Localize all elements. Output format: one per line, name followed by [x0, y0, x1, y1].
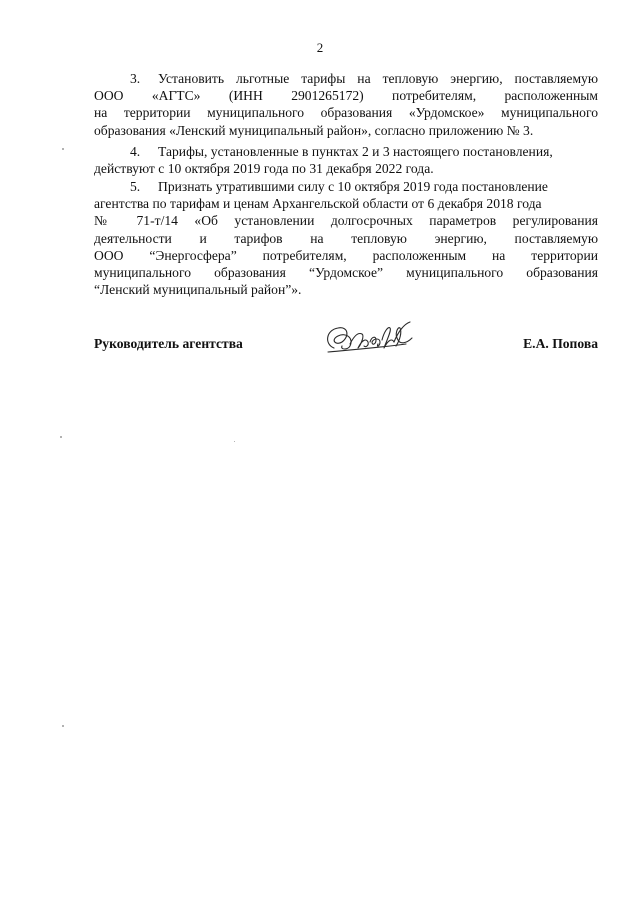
paragraph-4	[94, 143, 598, 177]
signatory-name: Е.А. Попова	[523, 336, 598, 351]
signatory-title: Руководитель агентства	[94, 336, 243, 351]
paragraph-text: Тарифы, установленные в пунктах 2 и 3 настоящего постановления,	[158, 144, 553, 159]
paragraph-line: № 71-т/14 «Об установлении долгосрочных параметров регулирования	[94, 213, 598, 229]
paragraph-line: “Ленский муниципальный район”».	[94, 282, 302, 298]
paragraph-line	[94, 70, 598, 87]
paragraph-line: ООО «АГТС» (ИНН 2901265172) потребителям, расположенным	[94, 88, 598, 104]
paragraph-line	[94, 143, 598, 160]
paragraph-text: Признать утратившими силу с 10 октября 2019 года постановление	[158, 179, 548, 194]
paragraph-number: 4.	[130, 144, 141, 159]
paragraph-number: 5.	[130, 179, 141, 194]
scan-speck	[60, 436, 62, 438]
paragraph-line: муниципального образования “Урдомское” муниципального образования	[94, 264, 598, 280]
scan-speck	[62, 725, 64, 727]
handwritten-signature	[320, 318, 420, 362]
scan-speck	[234, 441, 235, 442]
scan-speck	[62, 148, 64, 150]
paragraph-line	[94, 178, 598, 195]
paragraph-5	[94, 178, 598, 298]
paragraph-number: 3.	[130, 71, 141, 86]
paragraph-line: деятельности и тарифов на тепловую энергию, поставляемую	[94, 230, 598, 246]
paragraph-line: на территории муниципального образования «Урдомское» муниципального	[94, 105, 598, 121]
paragraph-line: ООО “Энергосфера” потребителям, расположенным на территории	[94, 247, 598, 263]
paragraph-line: агентства по тарифам и ценам Архангельской области от 6 декабря 2018 года	[94, 196, 542, 212]
paragraph-line: образования «Ленский муниципальный район», согласно приложению № 3.	[94, 122, 534, 138]
page-number: 2	[316, 40, 324, 55]
paragraph-text: Установить льготные тарифы на тепловую энергию, поставляемую	[158, 71, 598, 86]
paragraph-3	[94, 70, 598, 139]
paragraph-line: действуют с 10 октября 2019 года по 31 декабря 2022 года.	[94, 161, 434, 177]
